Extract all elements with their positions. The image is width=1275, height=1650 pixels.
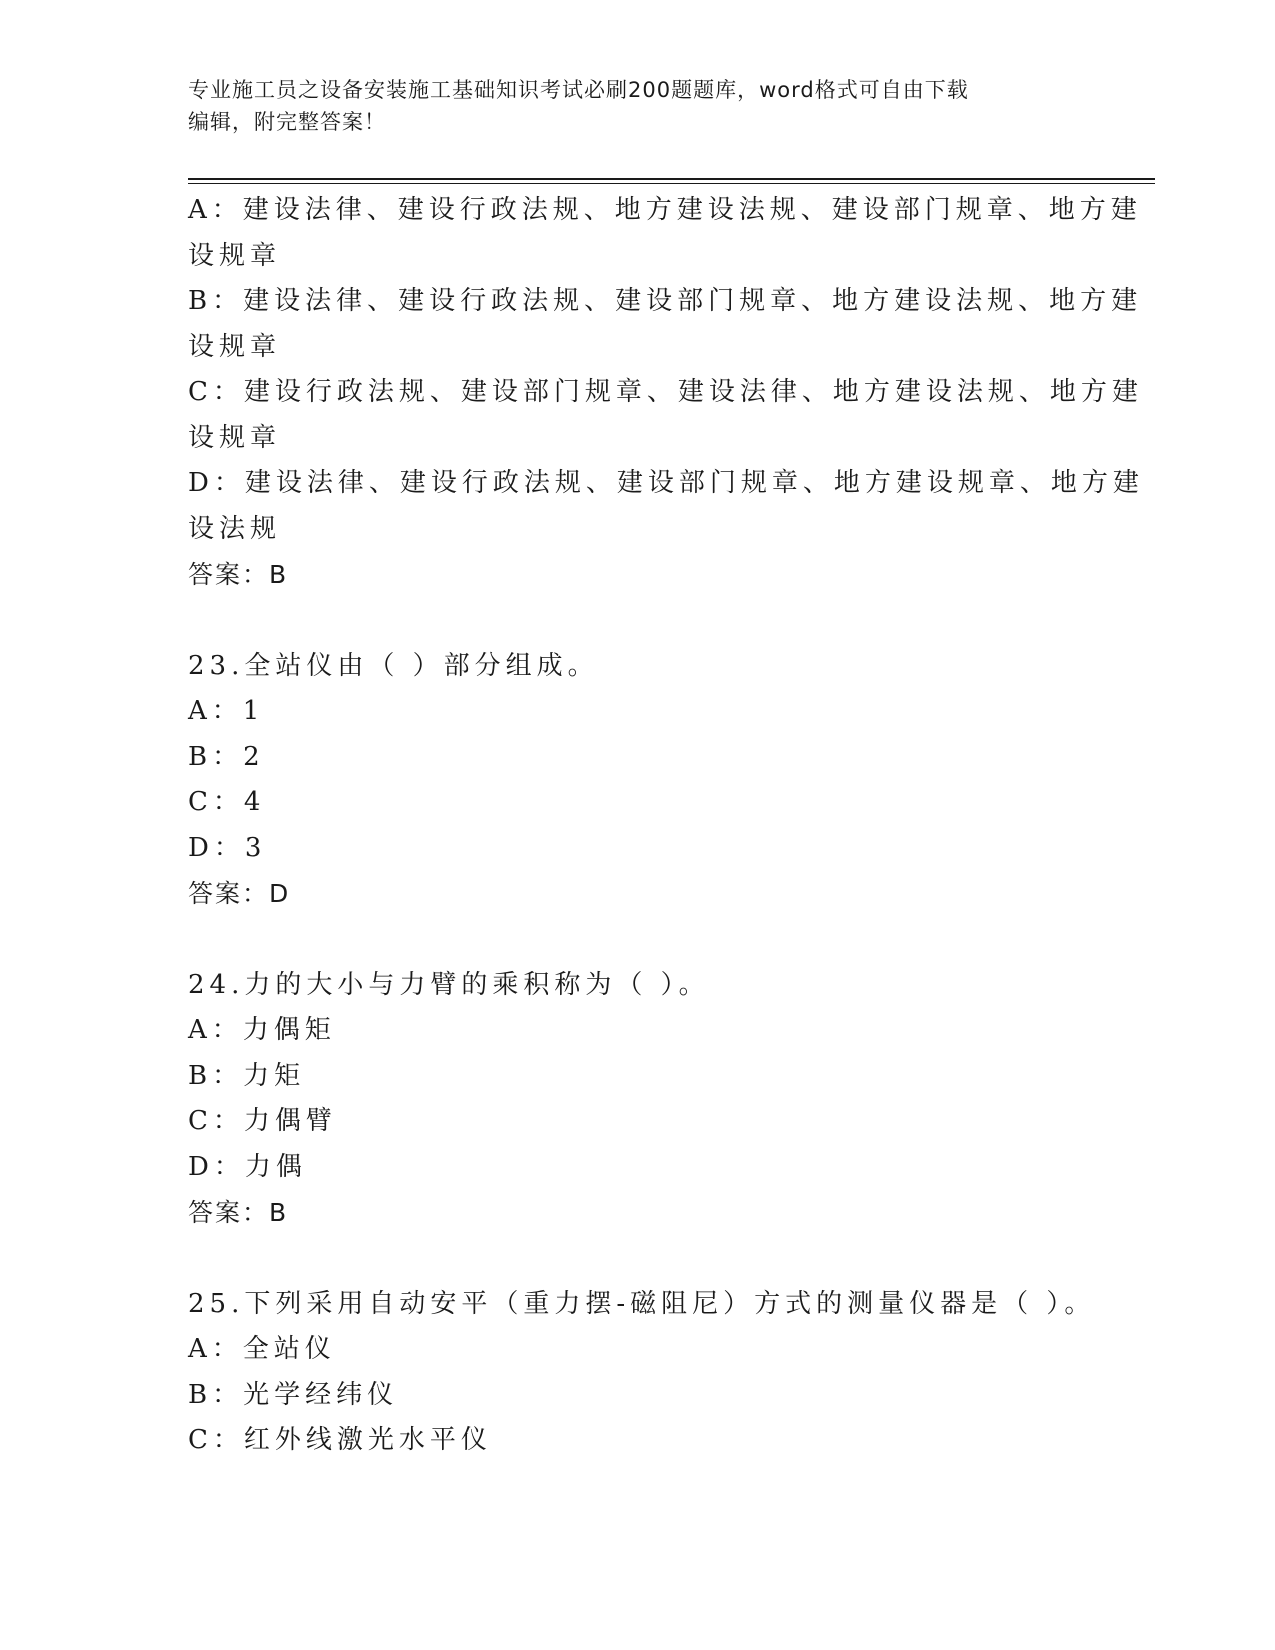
q22-option-a-line-2: 设规章 bbox=[188, 240, 282, 271]
question-24 bbox=[188, 963, 1088, 1236]
q22-option-d-line-1: D：建设法律、建设行政法规、建设部门规章、地方建设规章、地方建 bbox=[188, 468, 1144, 498]
q24-option-c: C：力偶臂 bbox=[188, 1106, 337, 1136]
question-spacer bbox=[188, 917, 1088, 963]
header-divider-thick bbox=[188, 178, 1155, 180]
q25-stem: 25.下列采用自动安平（重力摆-磁阻尼）方式的测量仪器是（ ）。 bbox=[188, 1288, 1096, 1319]
q23-stem: 23.全站仪由（ ）部分组成。 bbox=[188, 650, 599, 681]
q23-answer: 答案：D bbox=[188, 879, 291, 908]
q22-option-c-line-2: 设规章 bbox=[188, 422, 282, 453]
q24-answer: 答案：B bbox=[188, 1198, 289, 1227]
document-body bbox=[188, 188, 1144, 1464]
header-title-line-2: 编辑，附完整答案！ bbox=[188, 110, 386, 134]
question-23 bbox=[188, 644, 1088, 917]
question-25 bbox=[188, 1282, 1096, 1464]
q22-option-a-line-1: A：建设法律、建设行政法规、地方建设法规、建设部门规章、地方建 bbox=[188, 195, 1142, 225]
q24-stem: 24.力的大小与力臂的乘积称为（ ）。 bbox=[188, 969, 710, 1000]
q22-option-b-line-1: B：建设法律、建设行政法规、建设部门规章、地方建设法规、地方建 bbox=[188, 286, 1143, 316]
q23-option-c: C：4 bbox=[188, 787, 266, 817]
q22-option-d-line-2: 设法规 bbox=[188, 513, 282, 544]
q23-option-d: D：3 bbox=[188, 832, 267, 863]
q22-answer: 答案：B bbox=[188, 560, 289, 589]
q24-option-d: D：力偶 bbox=[188, 1151, 307, 1182]
q25-option-c: C：红外线激光水平仪 bbox=[188, 1425, 492, 1455]
header-title-line-1: 专业施工员之设备安装施工基础知识考试必刷200题题库，word格式可自由下载 bbox=[188, 78, 969, 102]
q24-option-b: B：力矩 bbox=[188, 1060, 306, 1091]
question-22 bbox=[188, 188, 1144, 598]
q22-option-b-line-2: 设规章 bbox=[188, 331, 282, 362]
question-spacer bbox=[188, 598, 1088, 644]
document-header bbox=[188, 74, 1088, 138]
question-spacer bbox=[188, 1236, 1088, 1282]
q23-option-b: B：2 bbox=[188, 741, 265, 772]
q25-option-a: A：全站仪 bbox=[188, 1334, 336, 1364]
q25-option-b: B：光学经纬仪 bbox=[188, 1379, 399, 1410]
q24-option-a: A：力偶矩 bbox=[188, 1015, 336, 1045]
header-divider-thin bbox=[188, 183, 1155, 184]
q23-option-a: A：1 bbox=[188, 696, 265, 726]
q22-option-c-line-1: C：建设行政法规、建设部门规章、建设法律、地方建设法规、地方建 bbox=[188, 377, 1143, 407]
